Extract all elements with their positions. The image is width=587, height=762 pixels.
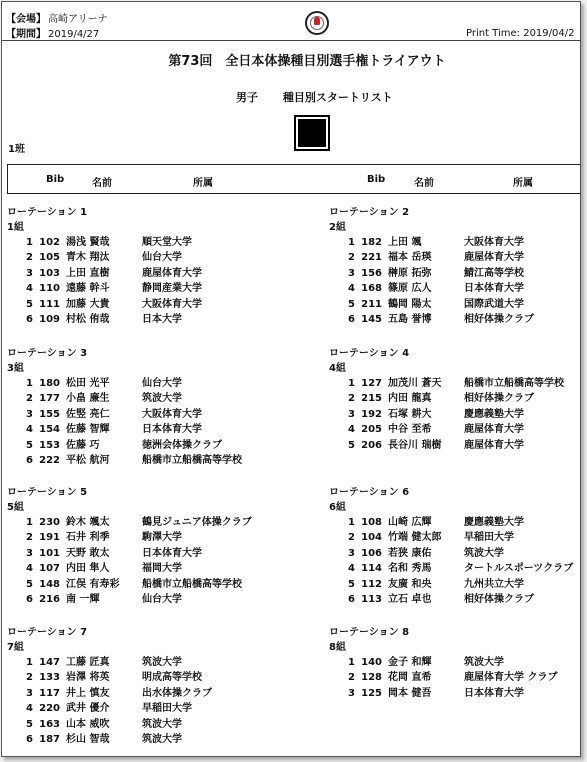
page-title: 第73回 全日本体操種目別選手権トライアウト xyxy=(168,54,446,69)
athlete-row xyxy=(7,250,267,265)
athlete-row xyxy=(7,530,267,545)
athlete-row xyxy=(7,438,267,453)
rotation-group: 8組 xyxy=(329,642,346,653)
rotation-7 xyxy=(7,625,267,747)
athlete-order: 4 xyxy=(26,563,33,575)
athlete-name: 立石 卓也 xyxy=(388,593,432,605)
athlete-order: 1 xyxy=(348,378,355,389)
athlete-name: 井上 慎友 xyxy=(66,687,110,699)
col-bib-left: Bib xyxy=(46,174,65,185)
athlete-bib: 145 xyxy=(361,313,382,325)
header-divider xyxy=(2,40,580,41)
athlete-team: 鹿屋体育大学 xyxy=(464,424,524,436)
athlete-order: 4 xyxy=(26,703,33,715)
athlete-name: 加茂川 蒼天 xyxy=(388,378,442,389)
athlete-name: 榊原 拓弥 xyxy=(388,267,432,279)
athlete-row xyxy=(329,376,581,391)
athlete-team: 船橋市立船橋高等学校 xyxy=(142,454,242,466)
athlete-team: 九州共立大学 xyxy=(464,578,524,590)
athlete-team: 早稲田大学 xyxy=(142,703,192,715)
athlete-bib: 107 xyxy=(39,563,60,575)
athlete-bib: 187 xyxy=(39,733,60,745)
athlete-team: 相好体操クラブ xyxy=(464,593,534,605)
rotation-8 xyxy=(329,625,581,701)
athlete-name: 杉山 智哉 xyxy=(66,733,110,745)
athlete-order: 1 xyxy=(348,237,355,248)
athlete-bib: 147 xyxy=(39,657,60,668)
athlete-row xyxy=(7,655,267,670)
athlete-team: 船橋市立船橋高等学校 xyxy=(142,578,242,590)
athlete-order: 3 xyxy=(26,687,33,699)
athlete-row xyxy=(7,686,267,701)
rotation-2 xyxy=(329,205,581,327)
rotation-6 xyxy=(329,485,581,607)
athlete-order: 5 xyxy=(26,298,33,310)
athlete-team: 順天堂大学 xyxy=(142,237,192,248)
athlete-team: 国際武道大学 xyxy=(464,298,524,310)
athlete-row xyxy=(329,407,581,422)
athlete-row xyxy=(7,391,267,406)
athlete-order: 4 xyxy=(348,563,355,575)
athlete-bib: 205 xyxy=(361,424,382,436)
athlete-team: 大阪体育大学 xyxy=(142,298,202,310)
athlete-bib: 177 xyxy=(39,393,60,405)
athlete-name: 石塚 耕大 xyxy=(388,408,432,420)
rotation-title: ローテーション 7 xyxy=(7,627,88,638)
athlete-order: 3 xyxy=(348,547,355,559)
athlete-team: 明成高等学校 xyxy=(142,672,202,684)
athlete-name: 篠原 広人 xyxy=(388,283,432,295)
athlete-order: 6 xyxy=(348,593,355,605)
column-header-bar xyxy=(7,164,581,194)
athlete-bib: 102 xyxy=(39,237,60,248)
athlete-bib: 127 xyxy=(361,378,382,389)
athlete-order: 3 xyxy=(348,267,355,279)
athlete-name: 工藤 匠真 xyxy=(66,657,110,668)
athlete-bib: 128 xyxy=(361,672,382,684)
athlete-bib: 148 xyxy=(39,578,60,590)
header-info xyxy=(6,12,108,42)
athlete-name: 佐竪 亮仁 xyxy=(66,408,110,420)
athlete-team: 筑波大学 xyxy=(142,733,182,745)
athlete-team: 仙台大学 xyxy=(142,252,182,264)
athlete-name: 金子 和輝 xyxy=(388,657,432,668)
athlete-order: 5 xyxy=(348,298,355,310)
athlete-row xyxy=(7,546,267,561)
athlete-bib: 133 xyxy=(39,672,60,684)
rotation-1 xyxy=(7,205,267,327)
athlete-bib: 153 xyxy=(39,439,60,451)
athlete-order: 3 xyxy=(26,267,33,279)
athlete-name: 名和 秀馬 xyxy=(388,563,432,575)
athlete-bib: 211 xyxy=(361,298,382,310)
rotation-title: ローテーション 5 xyxy=(7,487,88,498)
athlete-bib: 111 xyxy=(39,298,60,310)
athlete-team: 日本大学 xyxy=(142,313,182,325)
athlete-row xyxy=(329,391,581,406)
athlete-name: 長谷川 瑞樹 xyxy=(388,439,442,451)
athlete-team: 相好体操クラブ xyxy=(464,393,534,405)
athlete-row xyxy=(329,515,581,530)
athlete-row xyxy=(329,670,581,685)
athlete-bib: 220 xyxy=(39,703,60,715)
athlete-bib: 140 xyxy=(361,657,382,668)
athlete-row xyxy=(7,717,267,732)
rotation-group: 3組 xyxy=(7,363,24,374)
athlete-row xyxy=(7,577,267,592)
start-list-sheet xyxy=(1,1,581,757)
rotation-title: ローテーション 6 xyxy=(329,487,410,498)
athlete-bib: 114 xyxy=(361,563,382,575)
athlete-row xyxy=(7,297,267,312)
athlete-bib: 192 xyxy=(361,408,382,420)
athlete-order: 5 xyxy=(26,718,33,730)
athlete-bib: 215 xyxy=(361,393,382,405)
athlete-name: 小畠 廉生 xyxy=(66,393,110,405)
athlete-team: 徳洲会体操クラブ xyxy=(142,439,222,451)
athlete-row xyxy=(7,732,267,747)
athlete-row xyxy=(329,297,581,312)
athlete-name: 青木 翔汰 xyxy=(66,252,110,264)
rotation-group: 6組 xyxy=(329,502,346,513)
athlete-bib: 221 xyxy=(361,252,382,264)
athlete-bib: 206 xyxy=(361,439,382,451)
athlete-row xyxy=(7,422,267,437)
athlete-team: 筑波大学 xyxy=(142,657,182,668)
athlete-team: 早稲田大学 xyxy=(464,532,514,544)
athlete-bib: 191 xyxy=(39,532,60,544)
athlete-bib: 156 xyxy=(361,267,382,279)
athlete-bib: 180 xyxy=(39,378,60,389)
athlete-order: 2 xyxy=(348,532,355,544)
athlete-order: 4 xyxy=(348,283,355,295)
athlete-name: 南 一輝 xyxy=(66,593,100,605)
athlete-name: 山本 威吹 xyxy=(66,718,110,730)
athlete-team: 大阪体育大学 xyxy=(464,237,524,248)
athlete-order: 5 xyxy=(26,439,33,451)
athlete-order: 2 xyxy=(26,252,33,264)
rotation-title: ローテーション 3 xyxy=(7,348,88,359)
athlete-order: 1 xyxy=(348,657,355,668)
period-value: 2019/4/27 xyxy=(48,29,100,40)
athlete-name: 天野 敢太 xyxy=(66,547,110,559)
athlete-name: 遠藤 幹斗 xyxy=(66,283,110,295)
athlete-team: 鹿屋体育大学 xyxy=(464,252,524,264)
athlete-order: 6 xyxy=(26,593,33,605)
athlete-order: 1 xyxy=(26,657,33,668)
athlete-row xyxy=(7,561,267,576)
rotation-title: ローテーション 1 xyxy=(7,207,88,218)
rotation-title: ローテーション 4 xyxy=(329,348,410,359)
athlete-bib: 106 xyxy=(361,547,382,559)
athlete-order: 6 xyxy=(348,313,355,325)
athlete-row xyxy=(329,235,581,250)
athlete-row xyxy=(7,592,267,607)
athlete-order: 2 xyxy=(348,672,355,684)
athlete-order: 4 xyxy=(348,424,355,436)
athlete-team: 筑波大学 xyxy=(142,393,182,405)
athlete-name: 江俣 有寿彩 xyxy=(66,578,120,590)
athlete-row xyxy=(329,655,581,670)
athlete-name: 内田 隼人 xyxy=(66,563,110,575)
col-team-left: 所属 xyxy=(193,178,213,189)
rotation-title: ローテーション 8 xyxy=(329,627,410,638)
athlete-row xyxy=(7,235,267,250)
athlete-order: 2 xyxy=(26,672,33,684)
athlete-team: 筑波大学 xyxy=(464,657,504,668)
athlete-name: 上田 直樹 xyxy=(66,267,110,279)
athlete-row xyxy=(7,376,267,391)
athlete-team: タートルスポーツクラブ xyxy=(464,563,574,575)
athlete-bib: 154 xyxy=(39,424,60,436)
athlete-name: 佐藤 智輝 xyxy=(66,424,110,436)
athlete-name: 村松 侑哉 xyxy=(66,313,110,325)
athlete-order: 6 xyxy=(26,733,33,745)
athlete-name: 鶴岡 陽太 xyxy=(388,298,432,310)
athlete-name: 花岡 直希 xyxy=(388,672,432,684)
athlete-team: 駒澤大学 xyxy=(142,532,182,544)
athlete-order: 3 xyxy=(26,547,33,559)
athlete-order: 3 xyxy=(348,408,355,420)
rotation-group: 7組 xyxy=(7,642,24,653)
athlete-order: 4 xyxy=(26,283,33,295)
athlete-bib: 108 xyxy=(361,517,382,528)
athlete-team: 筑波大学 xyxy=(142,718,182,730)
athlete-name: 加藤 大貴 xyxy=(66,298,110,310)
athlete-team: 日本体育大学 xyxy=(464,283,524,295)
black-square-mark xyxy=(298,119,326,147)
athlete-team: 相好体操クラブ xyxy=(464,313,534,325)
athlete-order: 2 xyxy=(348,252,355,264)
athlete-bib: 230 xyxy=(39,517,60,528)
athlete-team: 出水体操クラブ xyxy=(142,687,212,699)
athlete-order: 5 xyxy=(348,578,355,590)
athlete-row xyxy=(7,407,267,422)
athlete-name: 竹端 健太郎 xyxy=(388,532,442,544)
athlete-team: 仙台大学 xyxy=(142,378,182,389)
athlete-team: 福岡大学 xyxy=(142,563,182,575)
athlete-row xyxy=(7,281,267,296)
athlete-team: 鶴見ジュニア体操クラブ xyxy=(142,517,252,528)
rotation-group: 1組 xyxy=(7,222,24,233)
athlete-name: 佐藤 巧 xyxy=(66,439,100,451)
athlete-name: 鈴木 颯太 xyxy=(66,517,110,528)
athlete-order: 3 xyxy=(26,408,33,420)
athlete-name: 若狭 康佑 xyxy=(388,547,432,559)
athlete-team: 筑波大学 xyxy=(464,547,504,559)
group-label: 1班 xyxy=(8,144,25,155)
athlete-name: 友廣 和央 xyxy=(388,578,432,590)
athlete-bib: 113 xyxy=(361,593,382,605)
athlete-team: 慶應義塾大学 xyxy=(464,517,524,528)
athlete-team: 日本体育大学 xyxy=(142,547,202,559)
athlete-row xyxy=(7,670,267,685)
athlete-team: 大阪体育大学 xyxy=(142,408,202,420)
athlete-row xyxy=(7,701,267,716)
athlete-order: 1 xyxy=(26,517,33,528)
athlete-name: 岩澤 将英 xyxy=(66,672,110,684)
col-name-right: 名前 xyxy=(414,178,434,189)
athlete-bib: 117 xyxy=(39,687,60,699)
athlete-order: 6 xyxy=(26,454,33,466)
athlete-row xyxy=(329,686,581,701)
athlete-bib: 112 xyxy=(361,578,382,590)
athlete-name: 上田 颯 xyxy=(388,237,422,248)
rotation-group: 5組 xyxy=(7,502,24,513)
athlete-row xyxy=(329,438,581,453)
athlete-order: 2 xyxy=(26,393,33,405)
athlete-team: 日本体育大学 xyxy=(464,687,524,699)
athlete-team: 鹿屋体育大学 xyxy=(464,439,524,451)
athlete-order: 4 xyxy=(26,424,33,436)
rotation-group: 2組 xyxy=(329,222,346,233)
athlete-name: 松田 光平 xyxy=(66,378,110,389)
athlete-bib: 125 xyxy=(361,687,382,699)
rotation-3 xyxy=(7,346,267,468)
athlete-row xyxy=(329,546,581,561)
athlete-row xyxy=(329,577,581,592)
athlete-name: 福本 岳瑛 xyxy=(388,252,432,264)
athlete-order: 1 xyxy=(26,378,33,389)
athlete-bib: 101 xyxy=(39,547,60,559)
athlete-row xyxy=(7,453,267,468)
athlete-row xyxy=(329,266,581,281)
athlete-bib: 216 xyxy=(39,593,60,605)
rotation-title: ローテーション 2 xyxy=(329,207,410,218)
athlete-bib: 109 xyxy=(39,313,60,325)
athlete-bib: 182 xyxy=(361,237,382,248)
athlete-name: 岡本 健吾 xyxy=(388,687,432,699)
athlete-row xyxy=(329,530,581,545)
athlete-name: 石井 利季 xyxy=(66,532,110,544)
athlete-bib: 110 xyxy=(39,283,60,295)
athlete-bib: 104 xyxy=(361,532,382,544)
period-label: 【期間】 xyxy=(6,29,46,40)
print-time: Print Time: 2019/04/2 xyxy=(466,28,575,39)
federation-logo xyxy=(305,11,329,35)
col-team-right: 所属 xyxy=(513,178,533,189)
athlete-team: 鹿屋体育大学 xyxy=(142,267,202,279)
athlete-team: 鹿屋体育大学 クラブ xyxy=(464,672,558,684)
athlete-order: 6 xyxy=(26,313,33,325)
athlete-name: 湯浅 賢哉 xyxy=(66,237,110,248)
athlete-order: 1 xyxy=(26,237,33,248)
athlete-row xyxy=(7,515,267,530)
col-bib-right: Bib xyxy=(367,174,386,185)
athlete-name: 中谷 至希 xyxy=(388,424,432,436)
athlete-bib: 163 xyxy=(39,718,60,730)
athlete-bib: 105 xyxy=(39,252,60,264)
athlete-row xyxy=(329,422,581,437)
athlete-row xyxy=(329,250,581,265)
athlete-order: 2 xyxy=(348,393,355,405)
col-name-left: 名前 xyxy=(92,178,112,189)
athlete-row xyxy=(7,266,267,281)
athlete-row xyxy=(329,561,581,576)
athlete-team: 日本体育大学 xyxy=(142,424,202,436)
athlete-bib: 222 xyxy=(39,454,60,466)
athlete-order: 5 xyxy=(26,578,33,590)
venue-value: 高崎アリーナ xyxy=(48,14,108,25)
athlete-team: 慶應義塾大学 xyxy=(464,408,524,420)
athlete-name: 武井 優介 xyxy=(66,703,110,715)
athlete-name: 平松 航河 xyxy=(66,454,110,466)
athlete-row xyxy=(7,312,267,327)
athlete-name: 内田 龍真 xyxy=(388,393,432,405)
athlete-team: 仙台大学 xyxy=(142,593,182,605)
rotation-group: 4組 xyxy=(329,363,346,374)
athlete-team: 静岡産業大学 xyxy=(142,283,202,295)
venue-label: 【会場】 xyxy=(6,14,46,25)
athlete-row xyxy=(329,281,581,296)
page-subtitle: 男子 種目別スタートリスト xyxy=(236,91,393,104)
athlete-team: 船橋市立船橋高等学校 xyxy=(464,378,564,389)
athlete-name: 山崎 広輝 xyxy=(388,517,432,528)
athlete-order: 3 xyxy=(348,687,355,699)
athlete-bib: 103 xyxy=(39,267,60,279)
athlete-row xyxy=(329,592,581,607)
rotation-4 xyxy=(329,346,581,453)
athlete-order: 5 xyxy=(348,439,355,451)
athlete-order: 1 xyxy=(348,517,355,528)
athlete-row xyxy=(329,312,581,327)
athlete-bib: 168 xyxy=(361,283,382,295)
athlete-order: 2 xyxy=(26,532,33,544)
athlete-team: 鯖江高等学校 xyxy=(464,267,524,279)
rotation-5 xyxy=(7,485,267,607)
athlete-bib: 155 xyxy=(39,408,60,420)
athlete-name: 五島 誉博 xyxy=(388,313,432,325)
